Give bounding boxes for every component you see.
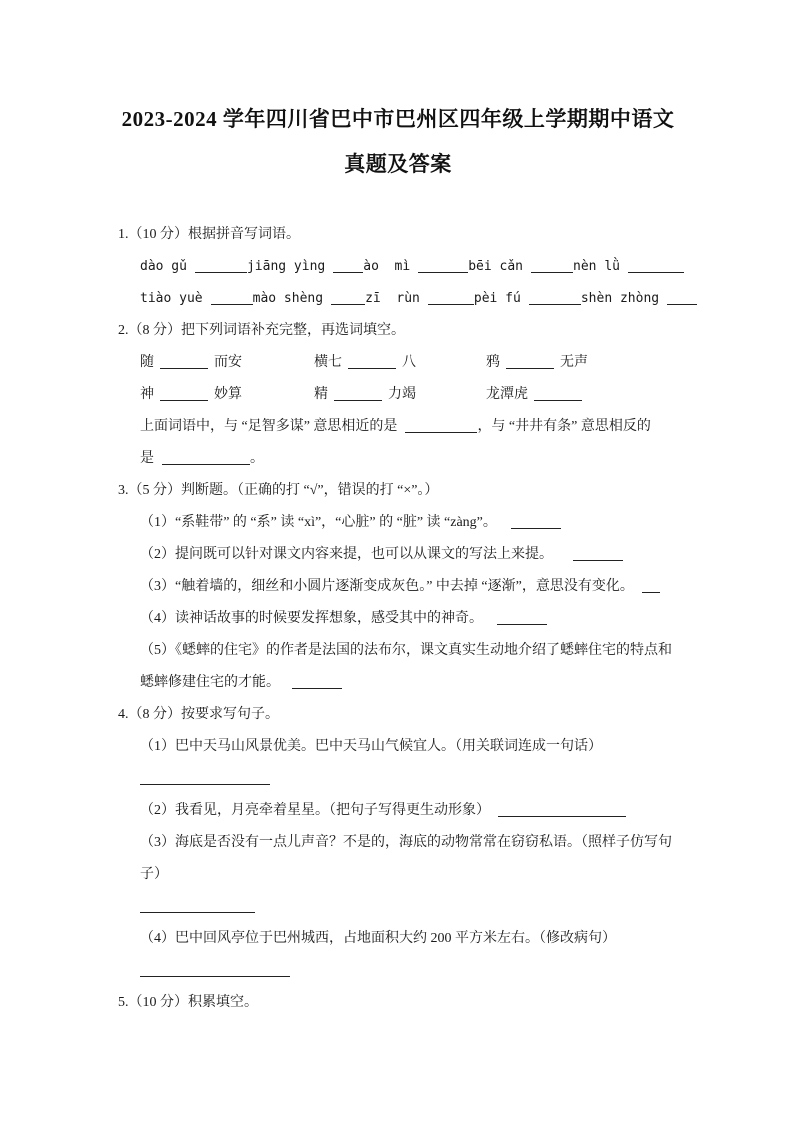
question-1-header: 1.（10 分）根据拼音写词语。 [118,227,300,242]
idiom-item [140,347,314,379]
idiom-row-1 [118,347,678,379]
judge-item-3 [118,571,678,603]
question-3-header: 3.（5 分）判断题。（正确的打 “√”，错误的打 “×”。） [118,483,439,498]
answer-blank[interactable] [292,673,342,689]
answer-blank[interactable] [534,385,582,401]
answer-blank[interactable] [140,769,270,785]
fill-sentence-line-2 [118,443,678,475]
sentence-item-2 [118,795,678,827]
statement-text: （2）提问既可以针对课文内容来提，也可以从课文的写法上来提。 [140,547,553,562]
idiom-suffix: 而安 [214,355,242,370]
judge-item-5-line2 [118,667,678,699]
statement-text: （1）巴中天马山风景优美。巴中天马山气候宜人。（用关联词连成一句话） [140,739,602,754]
statement-text: （4）巴中回风亭位于巴州城西，占地面积大约 200 平方米左右。（修改病句） [140,931,616,946]
statement-text: （2）我看见，月亮牵着星星。（把句子写得更生动形象） [140,803,490,818]
answer-blank[interactable] [160,353,208,369]
question-3 [118,475,678,699]
pinyin-label: nèn lǜ [573,259,620,274]
sentence-item-1 [118,731,678,763]
pinyin-unit [363,251,468,283]
sentence-item-3-line1 [118,827,678,859]
idiom-prefix: 精 [314,387,328,402]
idiom-prefix: 鸦 [486,355,500,370]
question-2 [118,315,678,475]
fill-text: 上面词语中，与 “足智多谋” 意思相近的是 [140,419,398,434]
answer-blank[interactable] [497,609,547,625]
idiom-prefix: 龙潭虎 [486,387,528,402]
question-1 [118,219,678,315]
idiom-row-2 [118,379,678,411]
idiom-item [314,347,486,379]
fill-text: 。 [250,451,264,466]
idiom-prefix: 横七 [314,355,342,370]
answer-blank[interactable] [211,289,253,305]
idiom-item [486,379,678,411]
pinyin-label: jiāng yìng [246,259,326,274]
answer-blank[interactable] [506,353,554,369]
sentence-item-4 [118,923,678,955]
answer-blank[interactable] [511,513,561,529]
idiom-prefix: 随 [140,355,154,370]
answer-blank[interactable] [405,417,477,433]
pinyin-unit [468,251,573,283]
pinyin-label: zī rùn [365,291,420,306]
idiom-suffix: 无声 [560,355,588,370]
question-2-header: 2.（8 分）把下列词语补充完整，再选词填空。 [118,323,405,338]
pinyin-row-1 [118,251,678,283]
judge-item-4 [118,603,678,635]
pinyin-unit [253,283,365,315]
pinyin-unit [573,251,684,283]
pinyin-label: tiào yuè [140,291,203,306]
answer-blank[interactable] [667,289,697,305]
idiom-suffix: 妙算 [214,387,242,402]
document-title-line2: 真题及答案 [344,152,452,176]
answer-line-4 [118,955,678,987]
idiom-item [140,379,314,411]
statement-text: 子） [140,867,168,882]
judge-item-1 [118,507,678,539]
pinyin-label: dào gǔ [140,259,187,274]
pinyin-label: pèi fú [473,291,521,306]
fill-text: ，与 “井井有条” 意思相反的 [477,419,651,434]
idiom-prefix: 神 [140,387,154,402]
pinyin-unit [365,283,474,315]
answer-blank[interactable] [162,449,250,465]
answer-blank[interactable] [573,545,623,561]
answer-blank[interactable] [498,801,626,817]
judge-item-5-line1 [118,635,678,667]
pinyin-unit [474,283,581,315]
answer-blank[interactable] [418,257,468,273]
statement-text: （4）读神话故事的时候要发挥想象，感受其中的神奇。 [140,611,483,626]
pinyin-label: bēi cǎn [468,259,524,274]
answer-blank[interactable] [428,289,474,305]
statement-text: 蟋蟀修建住宅的才能。 [140,675,280,690]
answer-blank[interactable] [628,257,684,273]
idiom-suffix: 力竭 [388,387,416,402]
fill-sentence-line-1 [118,411,678,443]
answer-blank[interactable] [140,897,255,913]
sentence-item-3-line2 [118,859,678,891]
answer-blank[interactable] [531,257,573,273]
answer-blank[interactable] [642,577,660,593]
answer-blank[interactable] [529,289,581,305]
question-4-header: 4.（8 分）按要求写句子。 [118,707,279,722]
statement-text: （3）“触着墙的，细丝和小圆片逐渐变成灰色。” 中去掉 “逐渐”，意思没有变化。 [140,579,634,594]
idiom-item [486,347,678,379]
statement-text: （5）《蟋蟀的住宅》的作者是法国的法布尔，课文真实生动地介绍了蟋蟀住宅的特点和 [140,643,672,658]
document-title-line1: 2023-2024 学年四川省巴中市巴州区四年级上学期期中语文 [121,107,675,131]
fill-text: 是 [140,451,154,466]
answer-blank[interactable] [348,353,396,369]
pinyin-label: shèn zhòng [580,291,660,306]
statement-text: （1）“系鞋带” 的 “系” 读 “xì”，“心脏” 的 “脏” 读 “zàng”。 [140,515,497,530]
document-title [118,97,678,187]
pinyin-unit [247,251,363,283]
question-5-header: 5.（10 分）积累填空。 [118,995,258,1010]
answer-blank[interactable] [140,961,290,977]
idiom-item [314,379,486,411]
question-5 [118,987,678,1019]
answer-blank[interactable] [331,289,365,305]
page-content [0,97,793,1019]
pinyin-unit [140,283,253,315]
answer-blank[interactable] [160,385,208,401]
answer-line-3 [118,891,678,923]
pinyin-unit [581,283,697,315]
question-4 [118,699,678,987]
judge-item-2 [118,539,678,571]
pinyin-row-2 [118,283,678,315]
pinyin-label: mào shèng [252,291,324,306]
answer-blank[interactable] [195,257,247,273]
pinyin-label: ào mì [363,259,411,274]
answer-blank[interactable] [334,385,382,401]
answer-line-1 [118,763,678,795]
idiom-suffix: 八 [402,355,416,370]
answer-blank[interactable] [333,257,363,273]
statement-text: （3）海底是否没有一点儿声音？不是的，海底的动物常常在窃窃私语。（照样子仿写句 [140,835,672,850]
pinyin-unit [140,251,247,283]
